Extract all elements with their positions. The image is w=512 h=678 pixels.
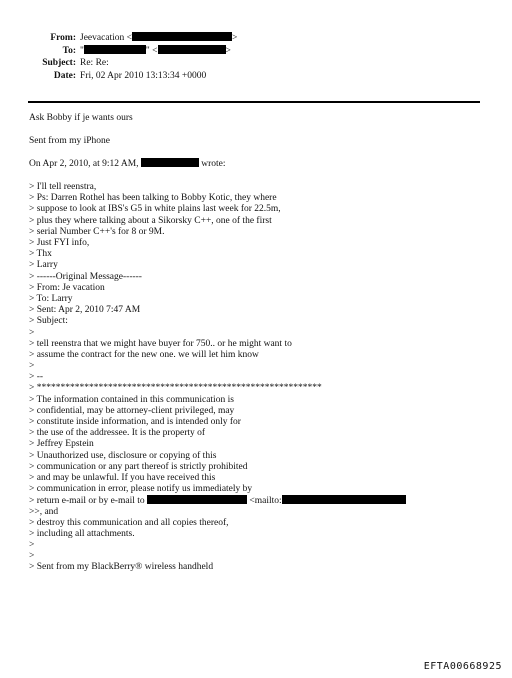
spacer [29, 124, 489, 136]
to-row [0, 45, 512, 58]
return-line [29, 495, 489, 506]
spacer [29, 147, 489, 159]
quoted-line: > -- [29, 372, 44, 383]
quoted-line: > I'll tell reenstra, [29, 182, 97, 193]
quoted-line: > communication in error, please notify us immediately by [29, 484, 253, 495]
to-label: To: [62, 45, 76, 56]
return-mailto: <mailto: [249, 496, 282, 507]
quoted-message [29, 182, 489, 495]
quoted-line: > Subject: [29, 316, 68, 327]
to-mid: " < [145, 45, 158, 56]
quoted-line: > [29, 551, 35, 562]
redaction-box [158, 45, 226, 54]
subject-label: Subject: [42, 58, 76, 68]
to-open-quote: " [80, 45, 84, 56]
redaction-box [132, 32, 232, 41]
quoted-line: > Sent from my BlackBerry® wireless handheld [29, 562, 214, 573]
quoted-line: > To: Larry [29, 293, 73, 304]
return-prefix: > return e-mail or by e-mail to [29, 496, 145, 507]
redaction-box [84, 45, 146, 54]
body-line-2: Sent from my iPhone [29, 135, 111, 146]
quoted-line: > constitute inside information, and is intended only for [29, 417, 241, 428]
spacer [29, 171, 489, 183]
from-close: > [232, 33, 238, 43]
from-value [80, 32, 237, 44]
quoted-line: > communication or any part thereof is strictly prohibited [29, 461, 248, 472]
from-name: Jeevacation < [80, 33, 133, 43]
date-label: Date: [53, 70, 76, 81]
quoted-line: > Sent: Apr 2, 2010 7:47 AM [29, 305, 141, 316]
quoted-line: > tell reenstra that we might have buyer for 750.. or he might want to [29, 338, 292, 349]
wrote-suffix: wrote: [201, 159, 226, 170]
quoted-line: > and may be unlawful. If you have received this [29, 472, 216, 483]
quoted-return-line [29, 495, 489, 506]
quoted-line: > Ps: Darren Rothel has been talking to Bobby Kotic, they where [29, 193, 277, 204]
quoted-line: > plus they where talking about a Sikorsky C++, one of the first [29, 215, 272, 226]
to-value [80, 45, 231, 57]
document-id: EFTA00668925 [423, 661, 502, 672]
header-divider [28, 101, 480, 103]
quoted-line: > The information contained in this communication is [29, 394, 234, 405]
wrote-line [29, 158, 489, 170]
subject-value: Re: Re: [80, 58, 109, 68]
quoted-line: > ------Original Message------ [29, 271, 142, 282]
redaction-box [282, 495, 406, 504]
quoted-message-end [29, 507, 489, 574]
quoted-line: > serial Number C++'s for 8 or 9M. [29, 226, 165, 237]
wrote-prefix: On Apr 2, 2010, at 9:12 AM, [29, 159, 139, 170]
quoted-line: >>, and [29, 506, 59, 517]
quoted-line: > the use of the addressee. It is the property of [29, 428, 206, 439]
quoted-line: > Thx [29, 249, 52, 260]
date-value: Fri, 02 Apr 2010 13:13:34 +0000 [80, 70, 207, 81]
quoted-line: > confidential, may be attorney-client privileged, may [29, 405, 235, 416]
quoted-line: > Jeffrey Epstein [29, 439, 94, 450]
subject-row [0, 57, 512, 70]
quoted-line: > Larry [29, 260, 58, 271]
quoted-line: > Just FYI info, [29, 238, 90, 249]
redaction-box [147, 495, 247, 504]
quoted-line: > From: Je vacation [29, 282, 105, 293]
email-header [0, 32, 512, 82]
quoted-line: > suppose to look at IBS's G5 in white plains last week for 22.5m, [29, 204, 281, 215]
quoted-line: > destroy this communication and all copies thereof, [29, 517, 229, 528]
quoted-line: > [29, 361, 35, 372]
quoted-line: > [29, 327, 35, 338]
body-line-1: Ask Bobby if je wants ours [29, 113, 133, 123]
redaction-box [141, 158, 199, 167]
quoted-line: > Unauthorized use, disclosure or copying of this [29, 450, 217, 461]
quoted-line: > ************************************************************ [29, 383, 322, 394]
quoted-line: > including all attachments. [29, 528, 135, 539]
quoted-line: > assume the contract for the new one. we will let him know [29, 349, 259, 360]
from-label: From: [50, 33, 76, 43]
to-close: > [225, 45, 231, 56]
date-row [0, 70, 512, 83]
from-row [0, 32, 512, 45]
email-body [29, 113, 489, 574]
quoted-line: > [29, 540, 35, 551]
